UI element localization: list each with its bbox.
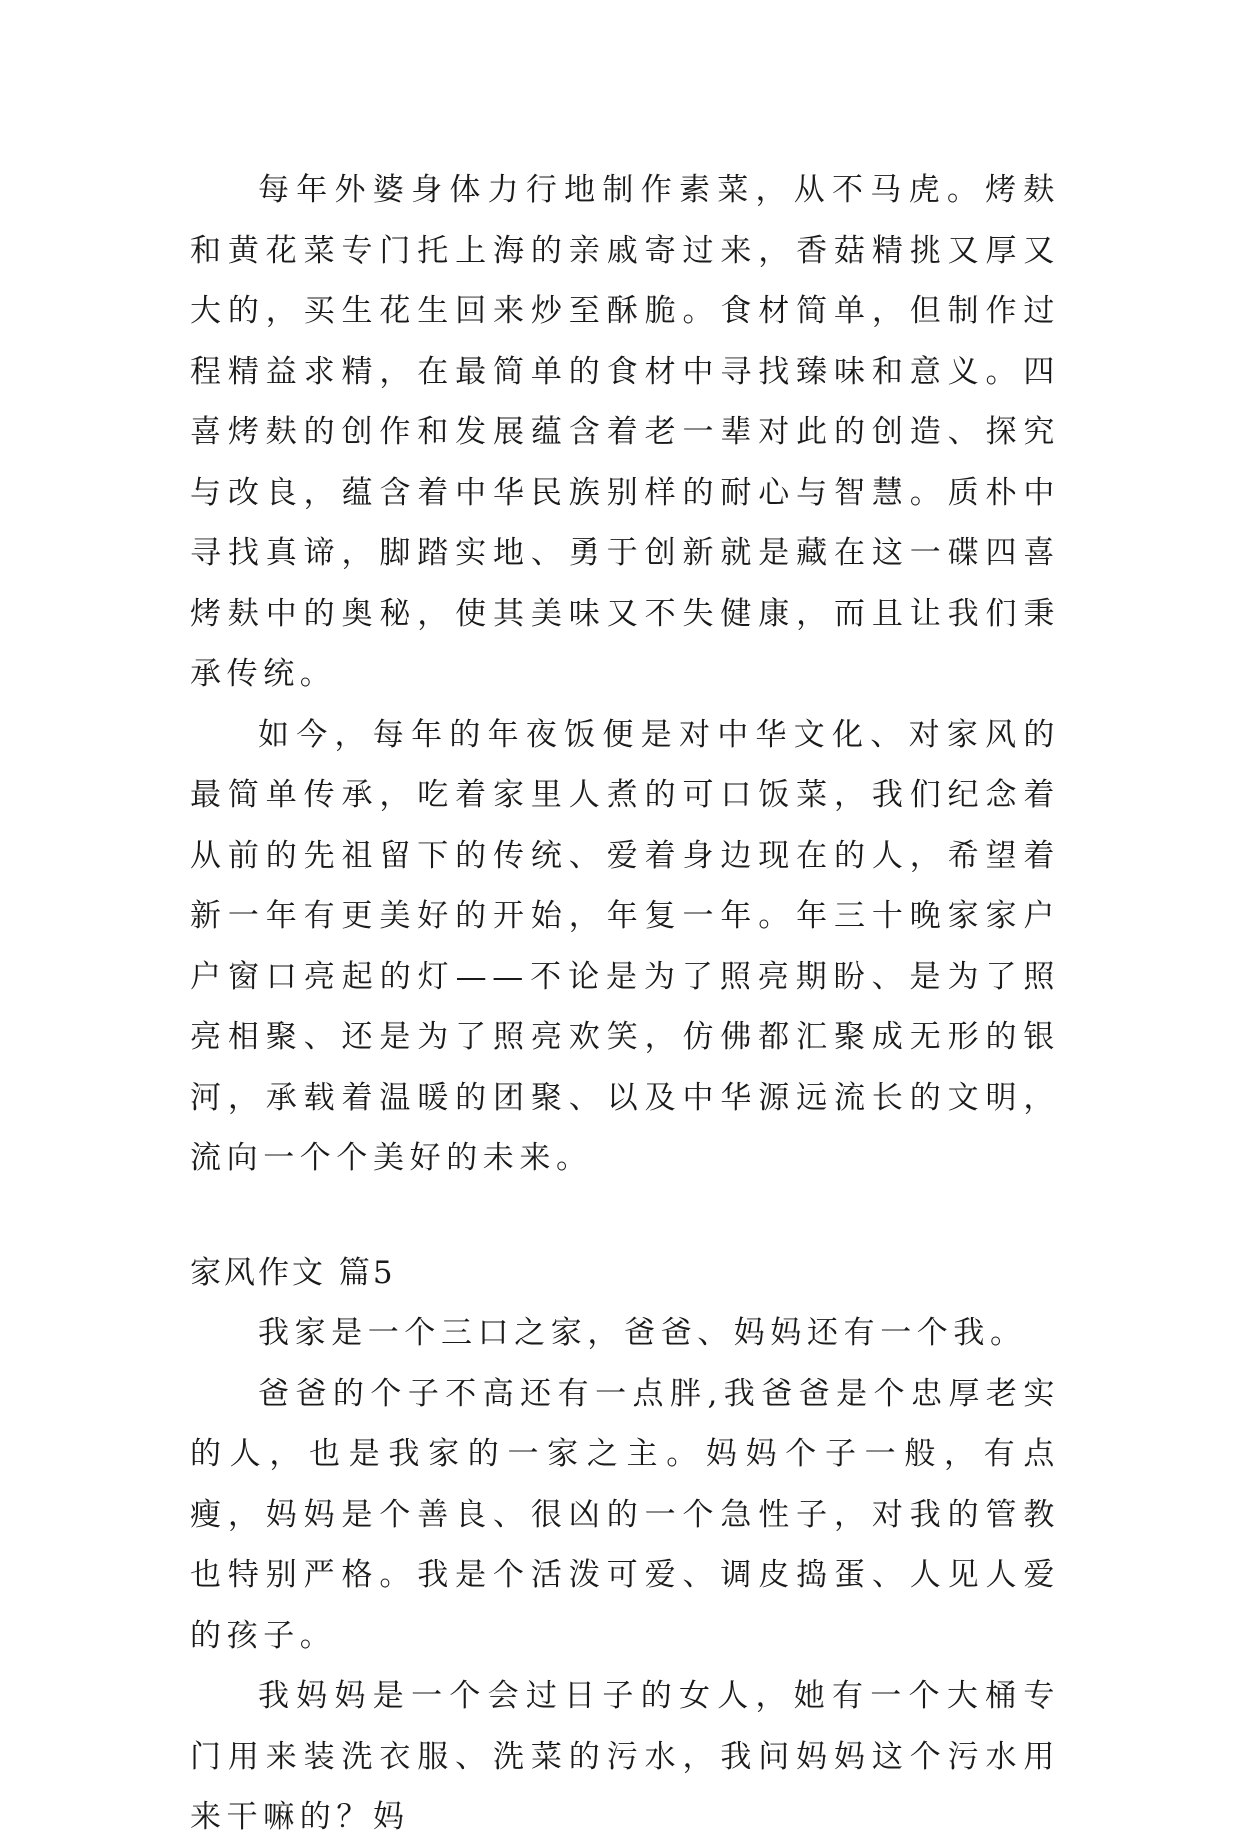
paragraph-siximianfu: 每年外婆身体力行地制作素菜，从不马虎。烤麸和黄花菜专门托上海的亲戚寄过来，香菇精挑又厚又大的，买生花生回来炒至酥脆。食材简单，但制作过程精益求精，在最简单的食材中寻找臻味和意义。四喜烤麸的创作和发展蕴含着老一辈对此的创造、探究与改良，蕴含着中华民族别样的耐心与智慧。质朴中寻找真谛，脚踏实地、勇于创新就是藏在这一碟四喜烤麸中的奥秘，使其美味又不失健康，而且让我们秉承传统。 — [190, 172, 1060, 692]
paragraph-family-intro: 我家是一个三口之家，爸爸、妈妈还有一个我。 — [258, 1315, 1027, 1351]
paragraph-new-year-dinner: 如今，每年的年夜饭便是对中华文化、对家风的最简单传承，吃着家里人煮的可口饭菜，我们纪念着从前的先祖留下的传统、爱着身边现在的人，希望着新一年有更美好的开始，年复一年。年三十晚家家户户窗口亮起的灯——不论是为了照亮期盼、是为了照亮相聚、还是为了照亮欢笑，仿佛都汇聚成无形的银河，承载着温暖的团聚、以及中华源远流长的文明，流向一个个美好的未来。 — [190, 716, 1060, 1176]
paragraph-mother-water-bucket: 我妈妈是一个会过日子的女人，她有一个大桶专门用来装洗衣服、洗菜的污水，我问妈妈这个污水用来干嘛的？妈 — [190, 1678, 1060, 1835]
document-body — [190, 160, 1060, 1848]
section-heading: 家风作文 篇5 — [190, 1254, 396, 1291]
paragraph-family-members: 爸爸的个子不高还有一点胖,我爸爸是个忠厚老实的人，也是我家的一家之主。妈妈个子一般，有点瘦，妈妈是个善良、很凶的一个急性子，对我的管教也特别严格。我是个活泼可爱、调皮捣蛋、人见人爱的孩子。 — [190, 1375, 1060, 1654]
